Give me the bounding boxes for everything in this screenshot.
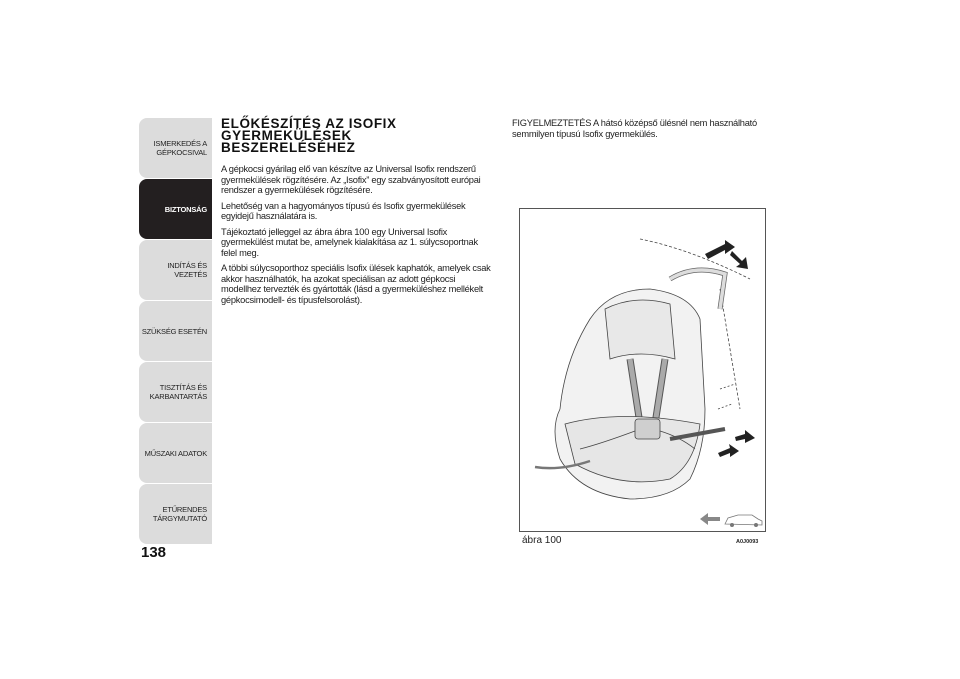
- section-heading: ELŐKÉSZÍTÉS AZ ISOFIX GYERMEKÜLÉSEK BESZERELÉSÉHEZ: [221, 116, 397, 155]
- figure-code: A0J0093: [736, 539, 759, 545]
- paragraph: A többi súlycsoporthoz speciális Isofix ülések kaphatók, amelyek csak akkor használhatók, ha azokat speciálisan az adott gépkocsi modellhez tervezték és gyártották (lásd a gyermeküléshez mellékelt gépkocsimodell- és típusfelsorolást).: [221, 263, 491, 305]
- tab-szukseg[interactable]: SZÜKSÉG ESETÉN: [139, 301, 212, 361]
- tab-ismerkedes[interactable]: ISMERKEDÉS A GÉPKOCSIVAL: [139, 118, 212, 178]
- paragraph: A gépkocsi gyárilag elő van készítve az Universal Isofix rendszerű gyermekülések rögzítésére. Az „Isofix” egy szabványosított európai rendszer a gyermekülések rögzítésére.: [221, 164, 481, 195]
- isofix-child-seat-illustration: [520, 209, 766, 532]
- figure-frame: [519, 208, 766, 532]
- arrow-icon: [705, 240, 735, 259]
- figure-caption: ábra 100: [522, 535, 562, 546]
- tab-biztonsag[interactable]: BIZTONSÁG: [139, 179, 212, 239]
- paragraph: Tájékoztató jelleggel az ábra ábra 100 egy Universal Isofix gyermekülést mutat be, amelynek kialakítása az 1. súlycsoportnak felel meg.: [221, 226, 478, 258]
- page-number: 138: [141, 544, 167, 561]
- orientation-icons: [700, 513, 762, 527]
- tab-targymutato[interactable]: ETŰRENDES TÁRGYMUTATÓ: [139, 484, 212, 544]
- side-column: [512, 118, 768, 139]
- paragraph: Lehetőség van a hagyományos típusú és Isofix gyermekülések egyidejű használatára is.: [221, 200, 466, 221]
- main-column: [221, 118, 493, 310]
- tab-muszaki[interactable]: MŰSZAKI ADATOK: [139, 423, 212, 483]
- tab-tisztitas[interactable]: TISZTÍTÁS ÉS KARBANTARTÁS: [139, 362, 212, 422]
- tab-inditas[interactable]: INDÍTÁS ÉS VEZETÉS: [139, 240, 212, 300]
- seat-back-outline: [640, 239, 750, 279]
- chapter-tabs: [139, 118, 212, 545]
- warning-text: FIGYELMEZTETÉS A hátsó középső ülésnél nem használható semmilyen típusú Isofix gyermekülés.: [512, 118, 757, 139]
- arrow-left-icon: [700, 513, 720, 525]
